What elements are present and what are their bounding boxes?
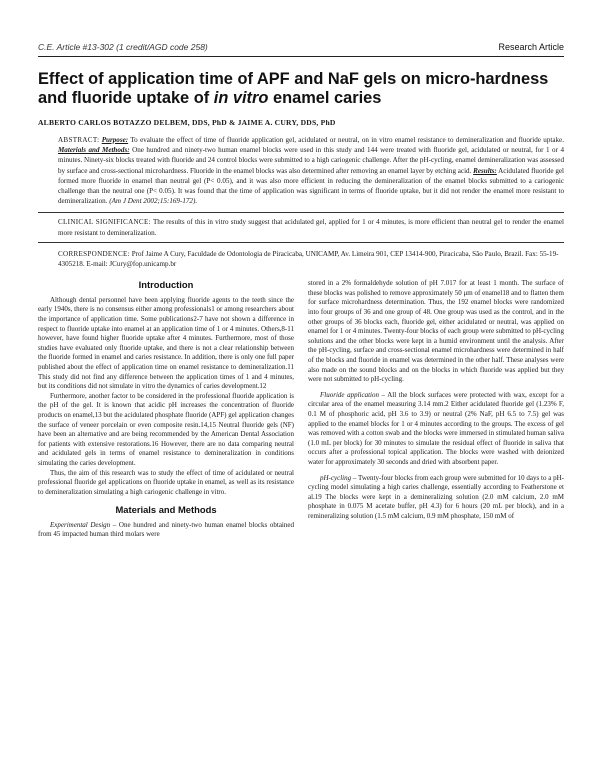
results-label: Results: <box>473 166 497 175</box>
clinical-significance <box>38 212 564 242</box>
right-column <box>308 279 564 540</box>
abstract-label: ABSTRACT: <box>58 136 100 144</box>
purpose-label: Purpose: <box>101 136 129 144</box>
ph-cycling-text: – Twenty-four blocks from each group were submitted for 10 days to a pH-cycling model simulating a high caries challenge, essentially according to Featherstone et al.19 The blocks were kept in a demineralizing solution (2.0 mM calcium, 2.0 mM phosphate in 0.075 M acetate buffer, pH 4.3) for 6 hours (20 mL per block), and in a remineralizing solution (1.5 mM calcium, 0.9 mM phosphate, 150 mM of <box>308 473 564 520</box>
fluoride-application-text: – All the block surfaces were protected with wax, except for a circular area of the enamel measuring 3.14 mm.2 Either acidulated fluoride gel (1.23% F, 0.1 M of phosphoric acid, pH 3.6 to 3.9) or neutral (2% NaF, pH 6.5 to 7.5) gel was applied to the enamel blocks for 1 or 4 minutes according to the groups. The excess of gel was removed with a cotton swab and the blocks were immersed in stimulated human saliva (1.0 mL per block) for 30 minutes to simulate the residual effect of fluoride in saliva that occurs after a professional topical application. The blocks were washed with deionized water for approximately 30 seconds and dried with absorbent paper. <box>308 390 564 466</box>
correspondence-label: CORRESPONDENCE: <box>58 249 130 258</box>
correspondence <box>38 249 564 269</box>
materials-methods-heading: Materials and Methods <box>115 504 217 516</box>
ph-cycling-label: pH-cycling <box>320 473 352 482</box>
left-column <box>38 279 294 540</box>
clinical-label: CLINICAL SIGNIFICANCE: <box>58 218 151 227</box>
intro-paragraph-3: Thus, the aim of this research was to study the effect of time of acidulated or neutral professional fluoride gel applications on fluoride uptake in enamel, as well as its resistance to demineralization simulating a high cariogenic challenge in vitro. <box>38 468 294 496</box>
fluoride-application-label: Fluoride application <box>320 390 379 399</box>
intro-paragraph-1: Although dental personnel have been applying fluoride agents to the teeth since the early 1940s, there is no consensus either among professionals1 or among researchers about the importance of application time. Some publications2-7 have not shown a difference in respect to fluoride uptake into enamel at an application time of 1 or 4 minutes. Others,8-11 however, have found higher fluoride uptake after 4 minutes. Furthermore, most of those studies have evaluated only fluoride uptake, and there is not a clear relationship between the fluoride formed in enamel and caries resistance. In addition, there is only one full paper published about the effect of application time on enamel resistance to demineralization.11 This study did not find any difference between the application times of 1 and 4 minutes, but its conditions did not simulate in vitro the dynamics of caries development.12 <box>38 295 294 391</box>
citation: (Am J Dent 2002;15:169-172). <box>109 197 198 206</box>
header-rule <box>38 56 564 57</box>
intro-paragraph-2: Furthermore, another factor to be considered in the professional fluoride application is the pH of the gel. It is known that acidic pH increases the concentration of fluoride products on enamel,13 but the acidulated phosphate fluoride (APF) gel application changes the surface of veneer porcelain or even composite resin.14,15 Neutral fluoride gels (NF) have been an alternative and are being recommended by the American Dental Association for patients with extensive restorations.16 However, there are no data comparing neutral and acidulated gels in terms of enamel resistance to demineralization in conditions simulating the caries development. <box>38 391 294 467</box>
running-header <box>38 42 564 52</box>
body-columns <box>38 279 564 540</box>
results-text: Acidulated fluoride gel formed more fluoride in enamel than neutral gel (P< 0.05), and it was also more efficient in reducing the demineralization of the enamel blocks submitted to a cariogenic challenge than the neutral one (P< 0.05). It was found that the time of application was significant in terms of fluoride uptake, but it did not render the enamel more resistant to demineralization. <box>58 166 564 206</box>
purpose-text: To evaluate the effect of time of fluoride application gel, acidulated or neutral, on in vitro enamel resistance to demineralization and fluoride uptake. <box>128 136 564 144</box>
experimental-design-text: – One hundred and ninety-two human enamel blocks obtained from 45 impacted human third molars were <box>38 520 294 539</box>
section-label: Research Article <box>498 42 564 52</box>
article-title: Effect of application time of APF and NaF gels on micro-hardness and fluoride uptake of in vitro enamel caries <box>38 70 549 107</box>
authors: ALBERTO CARLOS BOTAZZO DELBEM, DDS, PhD & JAIME A. CURY, DDS, PhD <box>38 118 336 127</box>
methods-label: Materials and Methods: <box>58 146 130 155</box>
ph-cycling-paragraph <box>308 474 564 522</box>
abstract <box>38 135 564 206</box>
methods-text: One hundred and ninety-two human enamel blocks were used in this study and 144 were treated with fluoride gel, acidulated or neutral, for 1 or 4 minutes. Ninety-six blocks treated with fluoride and 24 control blocks were submitted to a high cariogenic challenge. After the pH-cycling, enamel demineralization was assessed by surface and cross-sectional microhardness. Fluoride in the enamel blocks was also determined after removing an enamel layer by etching acid. <box>58 146 564 175</box>
clinical-text: The results of this in vitro study suggest that acidulated gel, applied for 1 or 4 minutes, is more efficient than neutral gel to render the enamel more resistant to demineralization. <box>58 218 564 237</box>
fluoride-application-paragraph <box>308 391 564 468</box>
experimental-design-paragraph <box>38 521 294 540</box>
introduction-heading: Introduction <box>138 279 194 291</box>
ce-article-code: C.E. Article #13-302 (1 credit/AGD code 258) <box>38 42 208 52</box>
experimental-design-label: Experimental Design <box>50 520 111 529</box>
correspondence-text: Prof Jaime A Cury, Faculdade de Odontologia de Piracicaba, UNICAMP, Av. Limeira 901, CEP 13414-900, Piracicaba, São Paulo, Brazil. Fax: 55-19-4305218. E-mail: JCury@fop.unicamp.br <box>58 249 559 269</box>
methods-paragraph-1: stored in a 2% formaldehyde solution of pH 7.017 for at least 1 month. The surface of these blocks was polished to remove approximately 50 μm of enamel18 and to flatten them for surface microhardness determination. Thus, the 192 enamel blocks were randomized into four groups of 36 and one group of 48. One group was used as the control, and in the other groups of 36 blocks each, fluoride gel, either acidulated or neutral, was applied on enamel for 1 or 4 minutes. Twenty-four blocks of each group were submitted to pH-cycling solutions and the other blocks were kept in a humid environment until the analysis. After the pH-cycling, surface and cross-sectional enamel microhardness were determined in half of the blocks and fluoride in enamel was determined in the other half. These analyses were also made on the sound blocks and on the blocks in which fluoride was applied but they were not submitted to pH-cycling. <box>308 279 564 384</box>
